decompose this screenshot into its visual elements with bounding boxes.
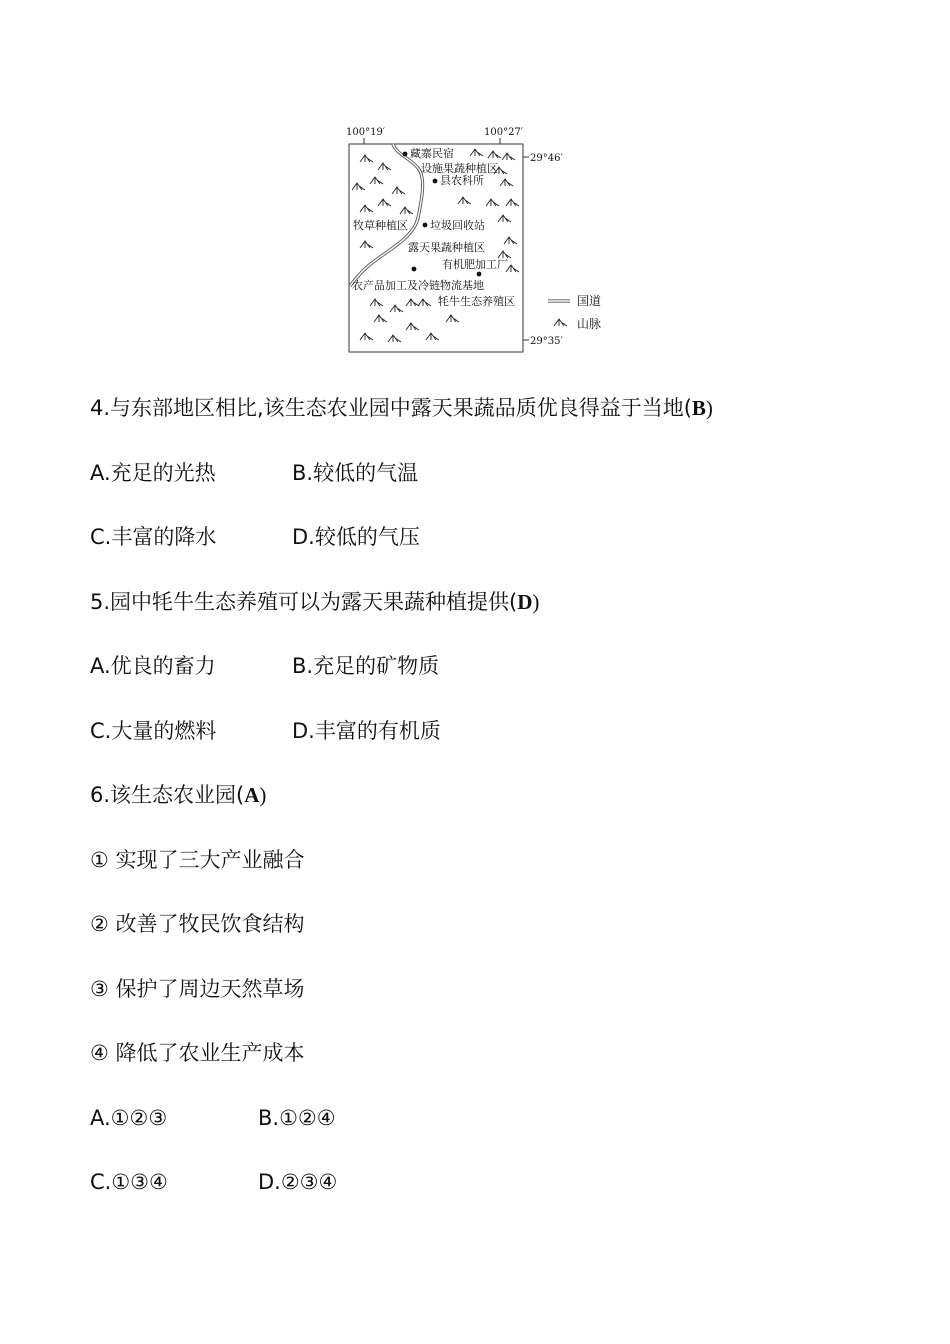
open-field-zone-label: 露天果蔬种植区 xyxy=(408,241,485,254)
facility-zone-label: 设施果蔬种植区 xyxy=(421,162,498,175)
question-6-statement-3: ③ 保护了周边天然草场 xyxy=(90,977,305,1001)
forage-zone-label: 牧草种植区 xyxy=(353,219,408,232)
question-6-option-d: D.②③④ xyxy=(258,1170,338,1194)
processing-base-label: 农产品加工及冷链物流基地 xyxy=(352,279,484,292)
question-6-stem: 6.该生态农业园(A) xyxy=(90,783,267,807)
homestay-label: 藏寨民宿 xyxy=(410,147,454,160)
question-4-option-c: C.丰富的降水 xyxy=(90,525,217,549)
waste-station-label: 垃圾回收站 xyxy=(430,219,485,232)
question-4-option-b: B.较低的气温 xyxy=(292,461,419,485)
question-6-statement-1: ① 实现了三大产业融合 xyxy=(90,848,305,872)
question-5-option-d: D.丰富的有机质 xyxy=(292,719,441,743)
question-5-option-b: B.充足的矿物质 xyxy=(292,654,440,678)
question-4-answer: B xyxy=(691,396,706,420)
legend-road-label: 国道 xyxy=(577,294,602,308)
question-5-answer: D xyxy=(517,590,533,614)
question-4-option-a: A.充足的光热 xyxy=(90,461,216,485)
fertilizer-plant-point xyxy=(477,272,482,277)
question-6-answer: A xyxy=(244,783,260,807)
question-6-option-c: C.①③④ xyxy=(90,1170,168,1194)
agri-bureau-label: 县农科所 xyxy=(440,174,484,187)
question-6-statement-4: ④ 降低了农业生产成本 xyxy=(90,1041,305,1065)
lon-left-label: 100°19′ xyxy=(346,127,386,138)
fertilizer-plant-label: 有机肥加工厂 xyxy=(442,258,508,271)
lat-top-label: 29°46′ xyxy=(530,153,563,164)
question-6-statement-2: ② 改善了牧民饮食结构 xyxy=(90,912,305,936)
question-4-option-d: D.较低的气压 xyxy=(292,525,420,549)
question-5-option-a: A.优良的畜力 xyxy=(90,654,216,678)
question-6-option-b: B.①②④ xyxy=(258,1106,336,1130)
map-legend xyxy=(548,294,601,331)
question-4-stem: 4.与东部地区相比,该生态农业园中露天果蔬品质优良得益于当地(B) xyxy=(90,396,713,420)
eco-park-map xyxy=(330,118,630,363)
agri-bureau-point xyxy=(433,179,438,184)
legend-mountain-label: 山脉 xyxy=(577,317,602,331)
national-road xyxy=(350,144,423,286)
waste-station-point xyxy=(423,223,428,228)
lon-right-label: 100°27′ xyxy=(484,127,524,138)
yak-zone-label: 牦牛生态养殖区 xyxy=(438,295,515,308)
open-field-point xyxy=(412,267,417,272)
question-5-stem: 5.园中牦牛生态养殖可以为露天果蔬种植提供(D) xyxy=(90,590,540,614)
homestay-point xyxy=(403,152,408,157)
question-6-option-a: A.①②③ xyxy=(90,1106,168,1130)
map-figure xyxy=(330,118,630,363)
lat-bottom-label: 29°35′ xyxy=(530,336,563,347)
question-5-option-c: C.大量的燃料 xyxy=(90,719,217,743)
